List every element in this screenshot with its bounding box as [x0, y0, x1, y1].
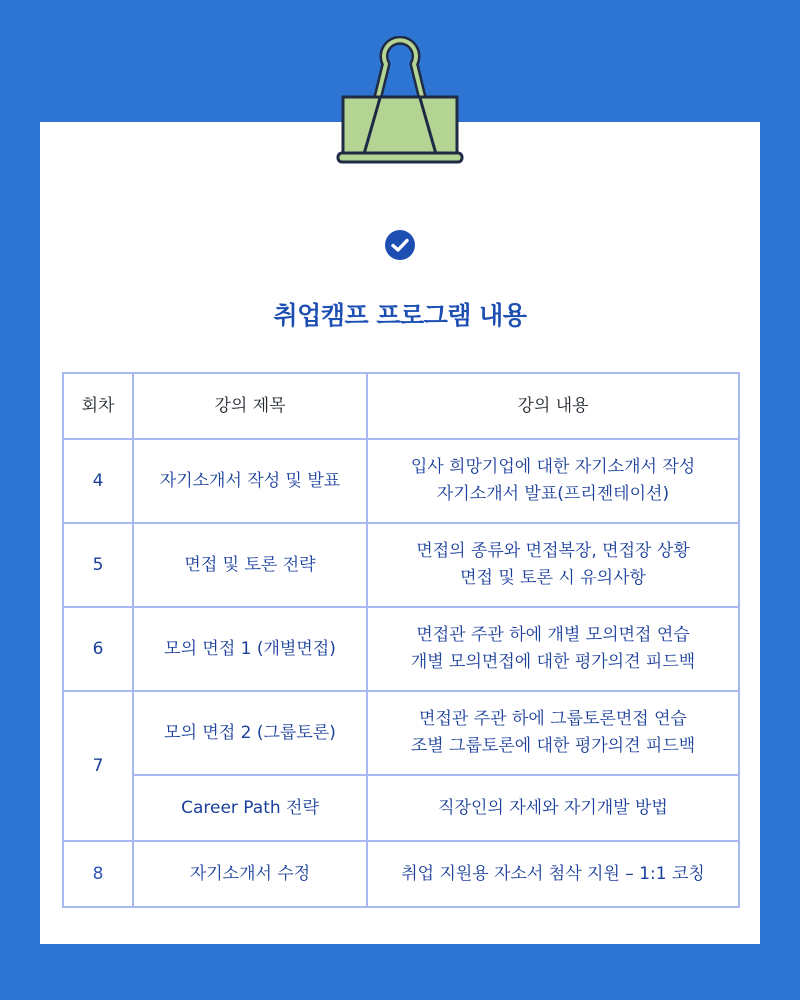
lecture-title: 자기소개서 작성 및 발표: [133, 439, 367, 523]
content-line: 면접의 종류와 면접복장, 면접장 상황: [416, 541, 690, 561]
content-line: 면접관 주관 하에 개별 모의면접 연습: [416, 625, 690, 645]
content-line: 조별 그룹토론에 대한 평가의견 피드백: [410, 736, 696, 756]
content-line: 자기소개서 발표(프리젠테이션): [436, 484, 670, 504]
lecture-title: 면접 및 토론 전략: [133, 523, 367, 607]
header-session: 회차: [63, 373, 133, 439]
content-line: 직장인의 자세와 자기개발 방법: [438, 797, 668, 818]
session-number: 5: [63, 523, 133, 607]
content-line: 취업 지원용 자소서 첨삭 지원 – 1:1 코칭: [401, 863, 705, 884]
header-content: 강의 내용: [367, 373, 739, 439]
table-row: [63, 841, 739, 907]
lecture-title: Career Path 전략: [133, 775, 367, 841]
content-line: 면접관 주관 하에 그룹토론면접 연습: [419, 709, 687, 729]
table-row: [63, 691, 739, 775]
table-row: [63, 607, 739, 691]
session-number: 7: [63, 691, 133, 841]
session-number: 8: [63, 841, 133, 907]
table-header-row: [63, 373, 739, 439]
check-circle-icon: [384, 229, 416, 261]
lecture-title: 모의 면접 2 (그룹토론): [133, 691, 367, 775]
lecture-content: [367, 691, 739, 775]
lecture-content: [367, 607, 739, 691]
lecture-content: [367, 523, 739, 607]
table-row: [63, 775, 739, 841]
lecture-content: [367, 841, 739, 907]
lecture-title: 모의 면접 1 (개별면접): [133, 607, 367, 691]
session-number: 4: [63, 439, 133, 523]
lecture-content: [367, 775, 739, 841]
lecture-title: 자기소개서 수정: [133, 841, 367, 907]
curriculum-table: [62, 372, 740, 908]
content-line: 입사 희망기업에 대한 자기소개서 작성: [410, 457, 696, 477]
content-line: 면접 및 토론 시 유의사항: [460, 568, 646, 588]
table-row: [63, 523, 739, 607]
content-line: 개별 모의면접에 대한 평가의견 피드백: [410, 652, 696, 672]
session-number: 6: [63, 607, 133, 691]
table-row: [63, 439, 739, 523]
binder-clip-icon: [334, 36, 466, 166]
page-title: 취업캠프 프로그램 내용: [273, 301, 527, 330]
header-title: 강의 제목: [133, 373, 367, 439]
lecture-content: [367, 439, 739, 523]
